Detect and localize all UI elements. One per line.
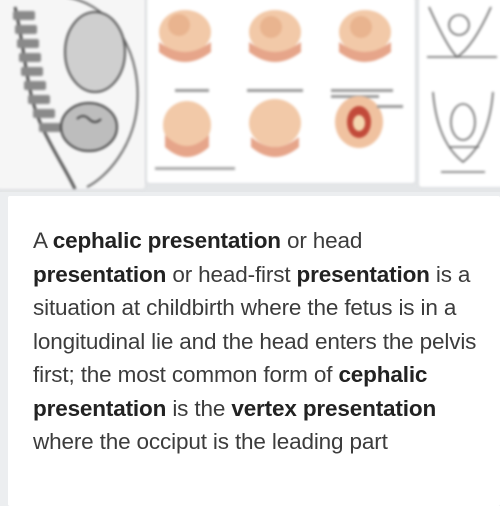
snippet-text: is the <box>166 395 232 421</box>
snippet-text: or head-first <box>166 261 297 287</box>
snippet-bold-term: cephalic presentation <box>33 362 428 421</box>
snippet-text: or head <box>280 228 363 253</box>
snippet-text: where the occiput is the leading part <box>33 429 388 454</box>
snippet-bold-term: vertex presentation <box>231 395 437 421</box>
snippet-bold-term: presentation <box>33 261 167 287</box>
image-result-3[interactable] <box>418 0 500 188</box>
snippet-text: A <box>33 228 53 253</box>
fetal-head-diagram-icon <box>419 0 500 187</box>
snippet-bold-term: presentation <box>296 261 430 287</box>
fetus-in-spine-icon <box>0 0 145 189</box>
snippet-bold-term: cephalic presentation <box>52 228 281 253</box>
image-result-2[interactable] <box>146 0 416 184</box>
fetal-positions-icon <box>147 0 415 183</box>
snippet-text: is a situation at childbirth where the fetus is in a longitudinal lie and the head enters the pelvis first; the most common form of <box>33 261 477 387</box>
featured-snippet-text <box>33 224 493 459</box>
image-result-1[interactable] <box>0 0 146 190</box>
